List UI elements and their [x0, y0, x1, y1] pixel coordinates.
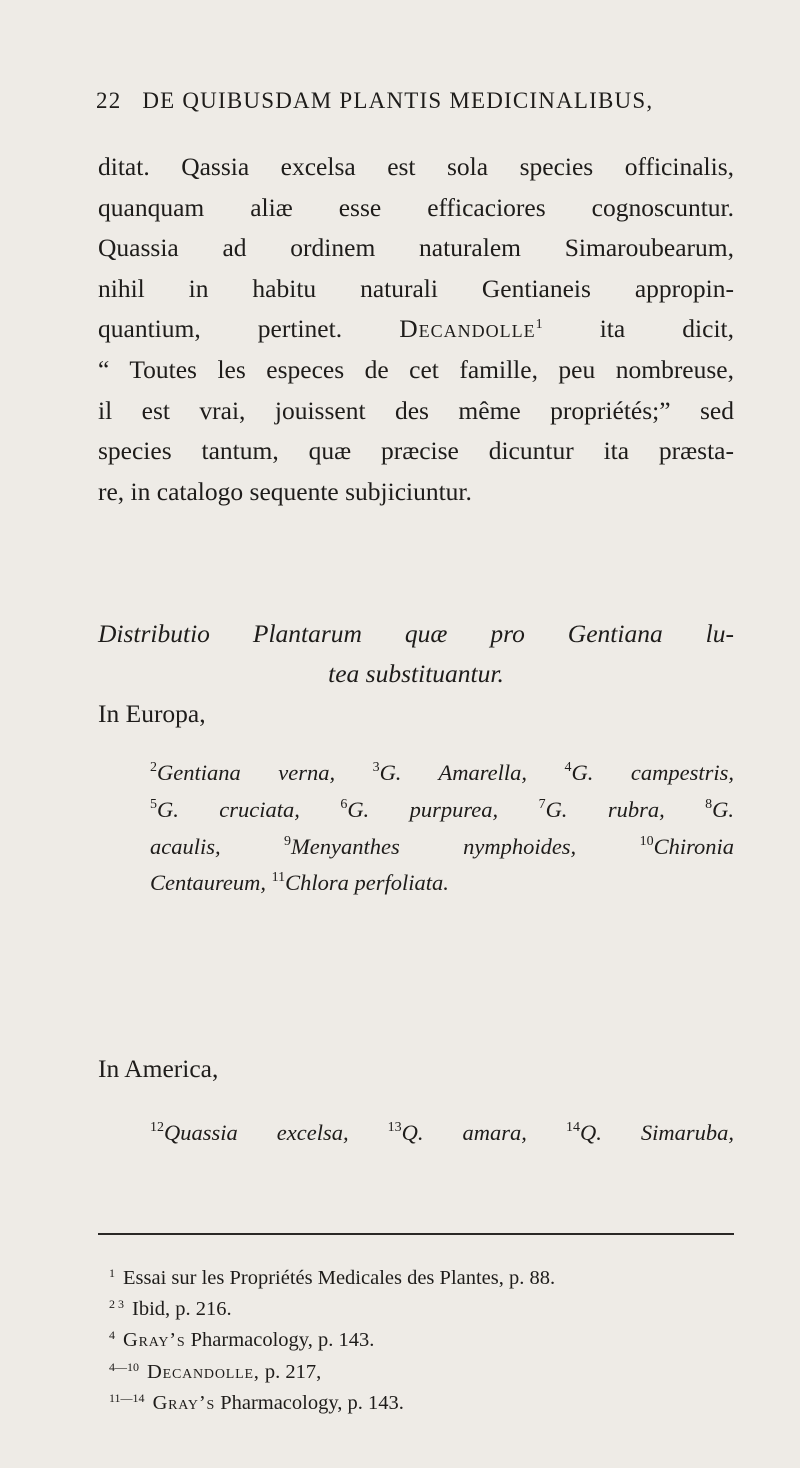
- footnote-mark: 1: [109, 1266, 115, 1280]
- species-name: Q. Simaruba,: [579, 1120, 734, 1145]
- running-header: [96, 88, 726, 114]
- footnote-mark: 4: [109, 1328, 115, 1343]
- species-list-europe: [150, 755, 734, 902]
- running-title: DE QUIBUSDAM PLANTIS MEDICINALIBUS,: [142, 88, 654, 113]
- species-name: G. rubra,: [545, 796, 665, 822]
- text-line: [98, 309, 734, 350]
- species-name: G. Amarella,: [379, 760, 528, 785]
- species-entry: [272, 870, 449, 895]
- footnote-author: Gray’s: [123, 1329, 186, 1352]
- text-line: nihil in habitu naturali Gentianeis appropin-: [98, 273, 734, 303]
- species-entry: [566, 1120, 734, 1145]
- species-row: [150, 829, 734, 866]
- species-name: G. cruciata,: [157, 796, 300, 822]
- footnote-ref: 14: [565, 1120, 580, 1135]
- footnote-divider: [98, 1233, 734, 1235]
- footnote: [109, 1263, 555, 1294]
- footnote-ref: 4: [564, 760, 572, 775]
- text-fragment: ita dicit,: [599, 314, 734, 344]
- region-heading-america: In America,: [98, 1054, 219, 1083]
- species-name: G. campestris,: [571, 760, 735, 785]
- text-line: re, in catalogo sequente subjiciuntur.: [98, 476, 472, 506]
- species-name: Quassia excelsa,: [164, 1120, 349, 1145]
- species-name: Chironia: [653, 833, 734, 859]
- footnote-ref: 6: [340, 796, 348, 812]
- footnote: [109, 1294, 555, 1325]
- species-entry: [150, 1120, 349, 1145]
- section-heading-line: tea substituantur.: [328, 659, 504, 688]
- footnote-mark: 11—14: [109, 1390, 145, 1405]
- footnote: [109, 1325, 555, 1356]
- species-name: Menyanthes nymphoides,: [291, 833, 577, 859]
- footnote-mark: 2 3: [109, 1297, 124, 1312]
- footnote-text: Ibid, p. 216.: [132, 1298, 232, 1321]
- species-row: [150, 792, 734, 829]
- species-name: G. purpurea,: [347, 796, 499, 822]
- author-name: Decandolle: [399, 314, 536, 344]
- footnote-text: Pharmacology, p. 143.: [220, 1391, 404, 1414]
- species-entry: [373, 760, 527, 785]
- section-heading-line: Distributio Plantarum quæ pro Gentiana lu-: [98, 619, 734, 648]
- species-name: Centaureum,: [150, 870, 267, 896]
- footnote-ref: 8: [705, 796, 713, 812]
- species-entry: [340, 797, 498, 822]
- body-paragraph: [98, 147, 734, 512]
- species-row: [150, 1115, 734, 1152]
- footnote-ref: 10: [639, 833, 654, 849]
- footnote-text: p. 217,: [264, 1360, 322, 1383]
- species-entry: [565, 760, 734, 785]
- footnote: [109, 1357, 555, 1388]
- species-entry: [150, 760, 335, 785]
- footnote-ref: 11: [271, 870, 286, 886]
- species-entry: [539, 797, 665, 822]
- footnote-ref: 13: [387, 1120, 402, 1135]
- footnote-author: Decandolle,: [147, 1360, 260, 1383]
- text-line: species tantum, quæ præcise dicuntur ita præsta-: [98, 436, 734, 466]
- footnote-mark: 4—10: [109, 1359, 139, 1374]
- footnote-ref: 5: [150, 796, 157, 812]
- species-name: Gentiana verna,: [157, 760, 336, 785]
- footnote-ref: 9: [284, 833, 291, 849]
- footnote-ref: 12: [150, 1120, 164, 1135]
- footnote-text: Pharmacology, p. 143.: [190, 1329, 375, 1352]
- footnotes: [109, 1263, 555, 1419]
- species-entry: [388, 1120, 527, 1145]
- text-fragment: quantium, pertinet.: [98, 314, 343, 344]
- species-row: [150, 865, 734, 902]
- species-list-america: [150, 1115, 734, 1152]
- species-entry: [640, 834, 734, 859]
- text-line: quanquam aliæ esse efficaciores cognoscuntur.: [98, 192, 734, 222]
- species-name: Q. amara,: [401, 1120, 527, 1145]
- quote-line: il est vrai, jouissent des même propriétés;” sed: [98, 395, 734, 425]
- page-number: 22: [96, 88, 122, 113]
- text-line: ditat. Qassia excelsa est sola species officinalis,: [98, 152, 734, 181]
- footnote-text: Essai sur les Propriétés Medicales des Plantes, p. 88.: [123, 1267, 556, 1289]
- footnote-author: Gray’s: [152, 1391, 216, 1414]
- species-name: Chlora perfoliata.: [285, 870, 449, 896]
- species-name: G.: [712, 796, 735, 822]
- species-entry: [705, 797, 734, 822]
- species-entry: [150, 797, 300, 822]
- species-name: acaulis,: [150, 833, 221, 859]
- footnote-ref: 1: [535, 317, 543, 333]
- footnote-ref: 7: [538, 796, 546, 812]
- species-entry: [284, 834, 576, 859]
- region-heading-europe: In Europa,: [98, 699, 206, 728]
- section-heading: [98, 614, 734, 694]
- footnote: [109, 1388, 555, 1419]
- quote-line: “ Toutes les especes de cet famille, peu nombreuse,: [98, 354, 734, 384]
- text-line: Quassia ad ordinem naturalem Simaroubearum,: [98, 233, 734, 263]
- footnote-ref: 2: [150, 760, 157, 775]
- species-row: [150, 755, 734, 792]
- footnote-ref: 3: [372, 760, 380, 775]
